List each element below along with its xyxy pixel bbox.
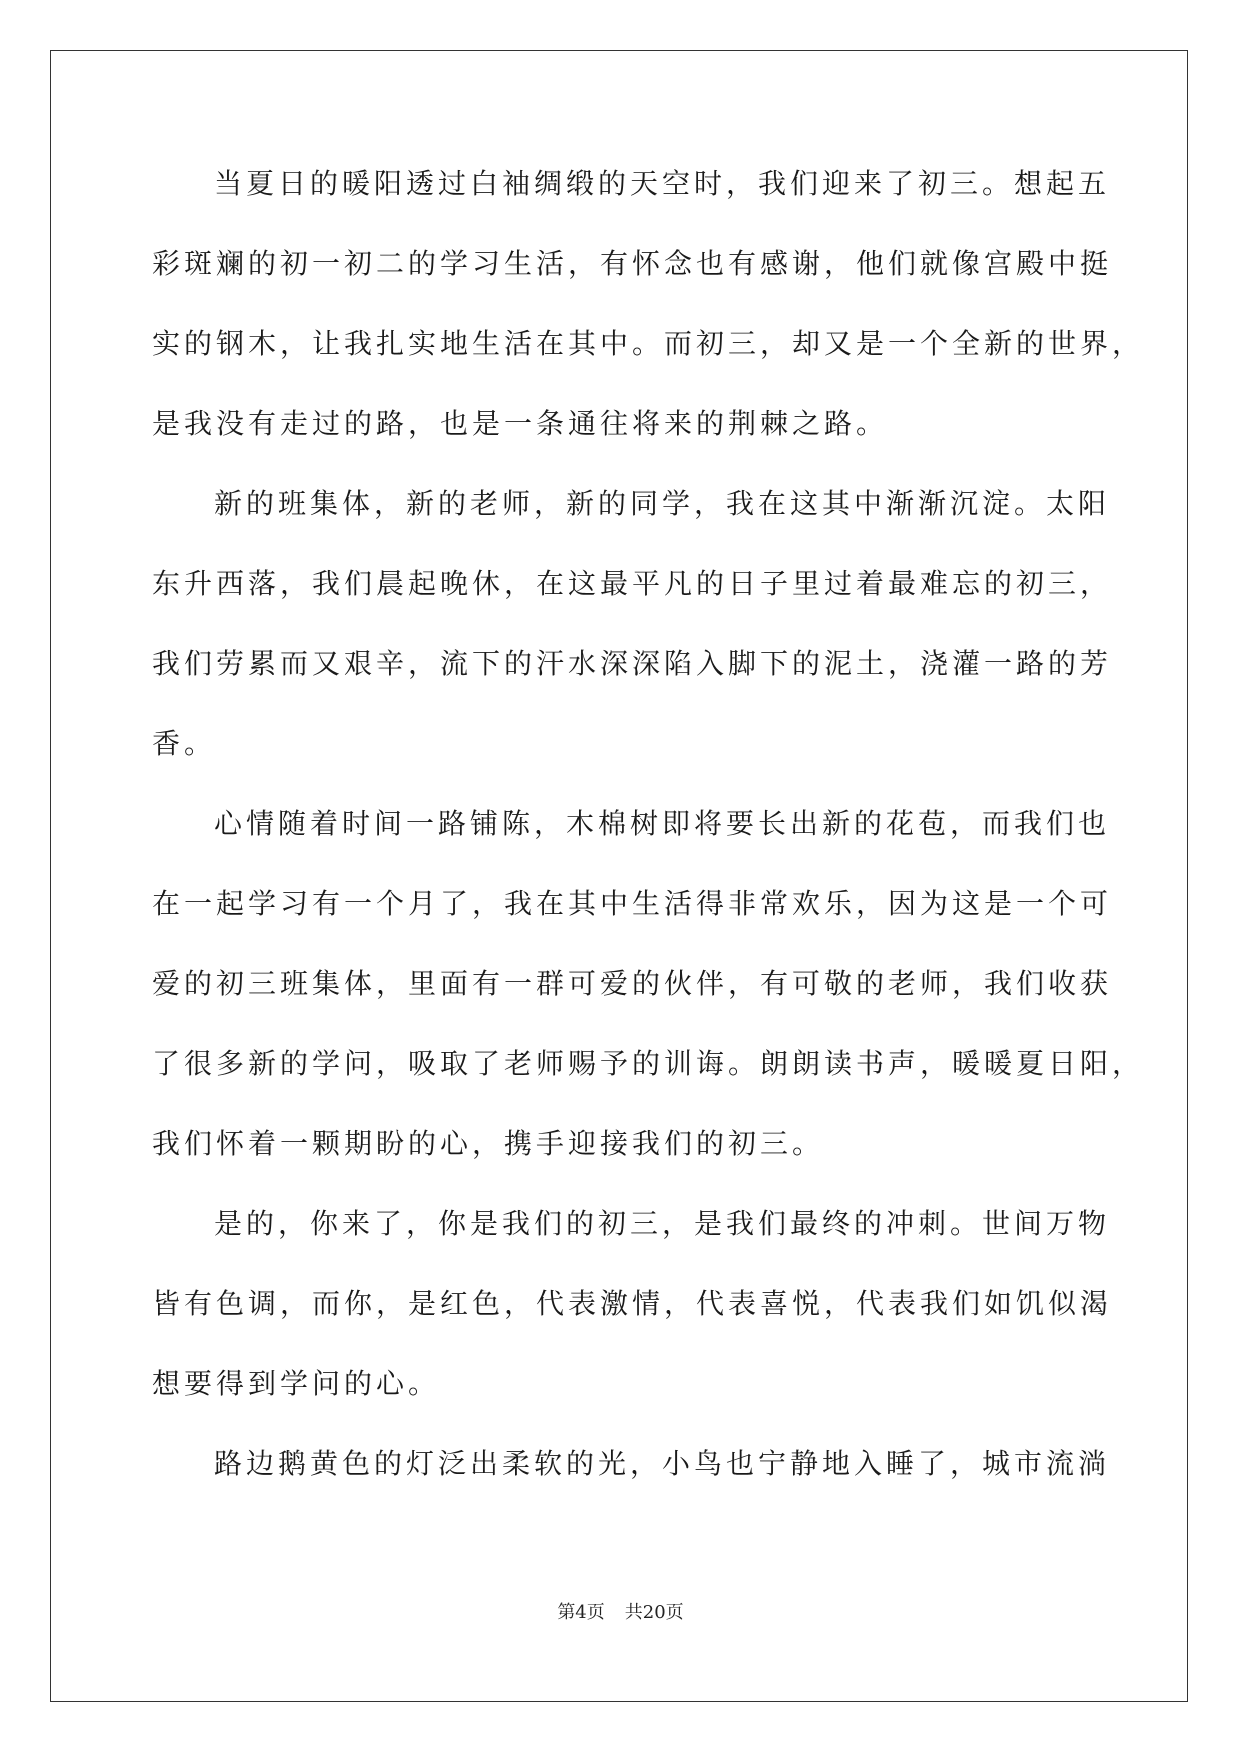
text-line: 香。 bbox=[152, 727, 217, 760]
text-line: 我们劳累而又艰辛，流下的汗水深深陷入脚下的泥土，浇灌一路的芳 bbox=[152, 647, 1113, 680]
text-line: 爱的初三班集体，里面有一群可爱的伙伴，有可敬的老师，我们收获 bbox=[152, 967, 1113, 1000]
text-line: 心情随着时间一路铺陈，木棉树即将要长出新的花苞，而我们也 bbox=[214, 807, 1111, 840]
text-line: 我们怀着一颗期盼的心，携手迎接我们的初三。 bbox=[152, 1127, 825, 1160]
text-line: 新的班集体，新的老师，新的同学，我在这其中渐渐沉淀。太阳 bbox=[214, 487, 1111, 520]
text-line: 实的钢木，让我扎实地生活在其中。而初三，却又是一个全新的世界， bbox=[152, 327, 1145, 360]
text-line: 在一起学习有一个月了，我在其中生活得非常欢乐，因为这是一个可 bbox=[152, 887, 1113, 920]
text-line: 了很多新的学问，吸取了老师赐予的训诲。朗朗读书声，暖暖夏日阳， bbox=[152, 1047, 1145, 1080]
document-body bbox=[152, 152, 1145, 1512]
text-line: 是我没有走过的路，也是一条通往将来的荆棘之路。 bbox=[152, 407, 889, 440]
page-footer bbox=[0, 1598, 1241, 1624]
text-line: 路边鹅黄色的灯泛出柔软的光，小鸟也宁静地入睡了，城市流淌 bbox=[214, 1447, 1111, 1480]
text-line: 东升西落，我们晨起晚休，在这最平凡的日子里过着最难忘的初三， bbox=[152, 567, 1113, 600]
text-line: 是的，你来了，你是我们的初三，是我们最终的冲刺。世间万物 bbox=[214, 1207, 1111, 1240]
page-number: 第4页 bbox=[557, 1602, 605, 1623]
text-line: 想要得到学问的心。 bbox=[152, 1367, 441, 1400]
page-total: 共20页 bbox=[624, 1602, 684, 1623]
text-line: 皆有色调，而你，是红色，代表激情，代表喜悦，代表我们如饥似渴 bbox=[152, 1287, 1113, 1320]
text-line: 彩斑斓的初一初二的学习生活，有怀念也有感谢，他们就像宫殿中挺 bbox=[152, 247, 1113, 280]
text-line: 当夏日的暖阳透过白袖绸缎的天空时，我们迎来了初三。想起五 bbox=[214, 167, 1111, 200]
